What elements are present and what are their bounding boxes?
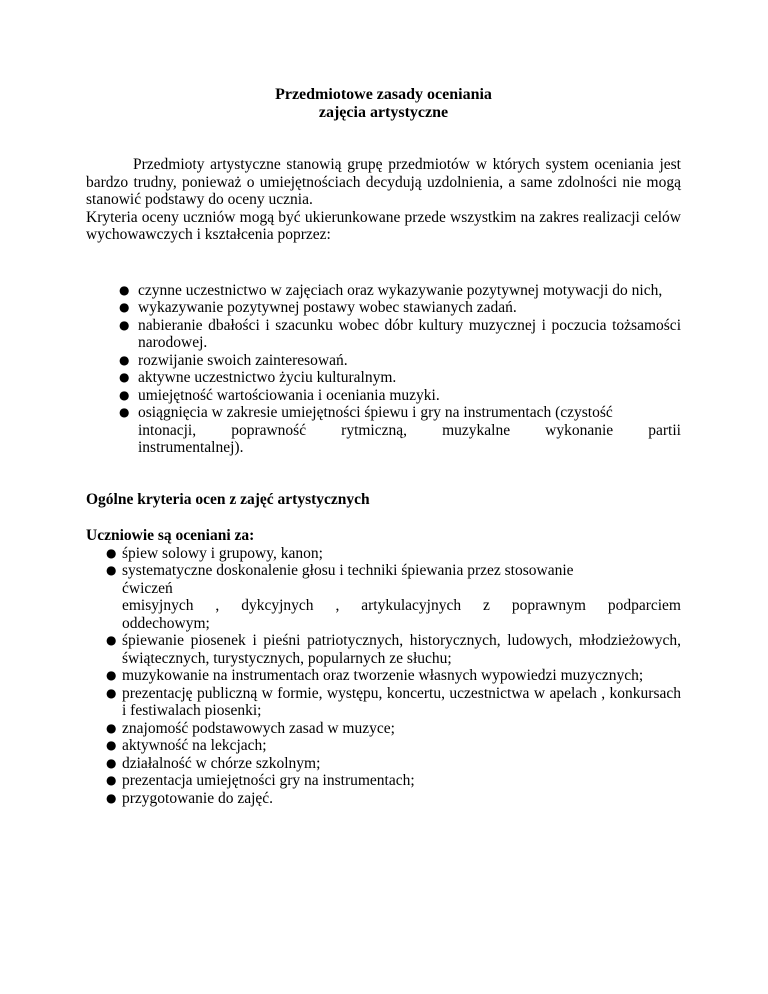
list-item: ● systematyczne doskonalenie głosu i techniki śpiewania przez stosowanie ćwiczeń emisyjnych , dykcyjnych , artykulacyjnych z poprawnym podparciem oddechowym; <box>106 562 681 632</box>
bullet-icon: ● <box>119 352 130 367</box>
list-item: ● wykazywanie pozytywnej postawy wobec stawianych zadań. <box>119 299 517 316</box>
list-item: ● nabieranie dbałości i szacunku wobec dóbr kultury muzycznej i poczucia tożsamości narodowej. <box>119 316 681 351</box>
list-item: ● przygotowanie do zajęć. <box>106 789 274 807</box>
list-item: ● śpiewanie piosenek i pieśni patriotycznych, historycznych, ludowych, młodzieżowych, świątecznych, turystycznych, popularnych ze słuchu; <box>106 632 681 667</box>
bullet-icon: ● <box>119 370 130 384</box>
intro-paragraph: Przedmioty artystyczne stanowią grupę przedmiotów w których system oceniania jest bardzo trudny, ponieważ o umiejętnościach decydują uzdolnienia, a same zdolności nie mogą stanowić podstawy do oceny ucznia. <box>86 156 681 208</box>
list-item: ● rozwijanie swoich zainteresowań. <box>119 351 348 369</box>
bullet-icon: ● <box>119 405 130 419</box>
list-item: ● umiejętność wartościowania i oceniania muzyki. <box>119 386 440 404</box>
bullet-icon: ● <box>106 633 117 647</box>
list-item: ● czynne uczestnictwo w zajęciach oraz wykazywanie pozytywnej motywacji do nich, <box>119 281 663 299</box>
bullet-icon: ● <box>106 738 117 752</box>
goals-list <box>86 282 681 457</box>
list-item: ● znajomość podstawowych zasad w muzyce; <box>106 719 395 737</box>
bullet-icon: ● <box>106 668 117 682</box>
list-item: ● osiągnięcia w zakresie umiejętności śpiewu i gry na instrumentach (czystość intonacji, poprawność rytmiczną, muzykalne wykonanie partii instrumentalnej). <box>119 404 681 456</box>
bullet-icon: ● <box>119 300 130 314</box>
list-item: ● śpiew solowy i grupowy, kanon; <box>106 544 323 562</box>
bullet-icon: ● <box>106 720 117 735</box>
criteria-paragraph: Kryteria oceny uczniów mogą być ukierunkowane przede wszystkim na zakres realizacji celów wychowawczych i kształcenia poprzez: <box>86 208 681 243</box>
graded-heading: Uczniowie są oceniani za: <box>86 527 255 544</box>
bullet-icon: ● <box>106 773 117 787</box>
document-subtitle: zajęcia artystyczne <box>318 104 449 121</box>
bullet-icon: ● <box>106 790 117 805</box>
list-item: ● muzykowanie na instrumentach oraz tworzenie własnych wypowiedzi muzycznych; <box>106 667 644 684</box>
bullet-icon: ● <box>119 282 130 297</box>
list-item: ● prezentację publiczną w formie, występu, koncertu, uczestnictwa w apelach , konkursach i festiwalach piosenki; <box>106 684 681 719</box>
section-heading: Ogólne kryteria ocen z zajęć artystycznych <box>86 490 370 508</box>
bullet-icon: ● <box>106 563 117 577</box>
bullet-icon: ● <box>119 317 130 332</box>
bullet-icon: ● <box>106 685 117 700</box>
list-item: ● działalność w chórze szkolnym; <box>106 754 321 772</box>
list-item: ● aktywne uczestnictwo życiu kulturalnym. <box>119 369 397 386</box>
bullet-icon: ● <box>106 755 117 770</box>
document-title: Przedmiotowe zasady oceniania <box>275 86 492 103</box>
bullet-icon: ● <box>119 387 130 402</box>
graded-list <box>86 545 681 808</box>
title-block <box>86 86 681 122</box>
list-item: ● prezentacja umiejętności gry na instrumentach; <box>106 772 415 789</box>
bullet-icon: ● <box>106 545 117 560</box>
list-item: ● aktywność na lekcjach; <box>106 737 267 754</box>
document-page <box>86 86 681 807</box>
